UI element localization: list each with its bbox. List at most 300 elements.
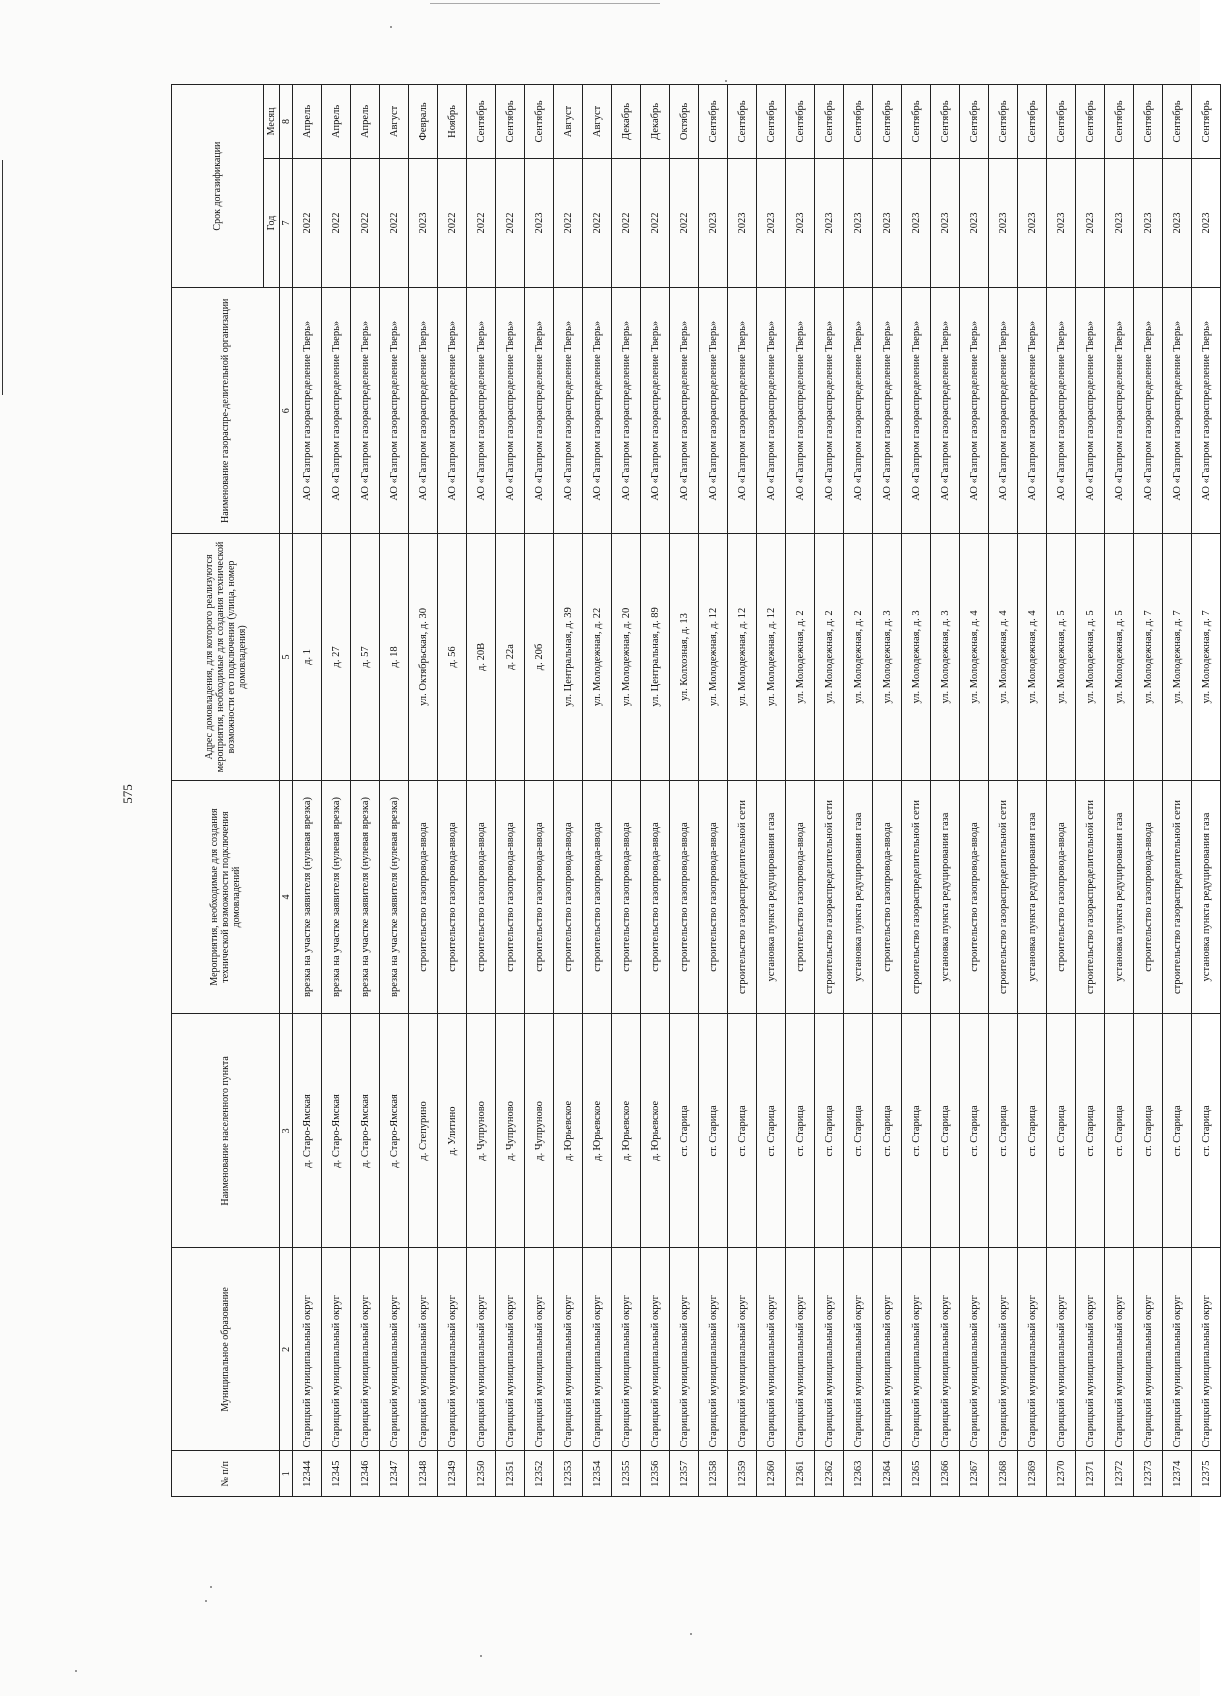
settlement-cell: ст. Старица bbox=[931, 1014, 960, 1248]
settlement-cell: д. Юрьевское bbox=[554, 1014, 583, 1248]
measure-cell: установка пункта редуцирования газа bbox=[1105, 780, 1134, 1014]
organization-cell: АО «Газпром газораспределение Тверь» bbox=[728, 288, 757, 534]
header-deadline: Срок догазификации bbox=[172, 85, 264, 288]
row-number: 12366 bbox=[931, 1451, 960, 1497]
year-cell: 2022 bbox=[670, 158, 699, 287]
row-number: 12374 bbox=[1163, 1451, 1192, 1497]
table-row bbox=[786, 85, 815, 1497]
address-cell: д. 18 bbox=[380, 534, 409, 780]
settlement-cell: ст. Старица bbox=[873, 1014, 902, 1248]
year-cell: 2022 bbox=[641, 158, 670, 287]
table-row bbox=[322, 85, 351, 1497]
row-number: 12353 bbox=[554, 1451, 583, 1497]
year-cell: 2023 bbox=[1105, 158, 1134, 287]
month-cell: Сентябрь bbox=[496, 85, 525, 159]
address-cell: ул. Молодежная, д. 3 bbox=[873, 534, 902, 780]
year-cell: 2023 bbox=[728, 158, 757, 287]
header-measures: Мероприятия, необходимые для создания технической возможности подключения домовладений bbox=[172, 780, 280, 1014]
year-cell: 2023 bbox=[902, 158, 931, 287]
measure-cell: строительство газопровода-ввода bbox=[699, 780, 728, 1014]
measure-cell: строительство газопровода-ввода bbox=[786, 780, 815, 1014]
organization-cell: АО «Газпром газораспределение Тверь» bbox=[409, 288, 438, 534]
month-cell: Сентябрь bbox=[1192, 85, 1221, 159]
organization-cell: АО «Газпром газораспределение Тверь» bbox=[902, 288, 931, 534]
settlement-cell: д. Степурино bbox=[409, 1014, 438, 1248]
settlement-cell: д. Старо-Ямская bbox=[351, 1014, 380, 1248]
organization-cell: АО «Газпром газораспределение Тверь» bbox=[989, 288, 1018, 534]
organization-cell: АО «Газпром газораспределение Тверь» bbox=[1076, 288, 1105, 534]
measure-cell: строительство газораспределительной сети bbox=[728, 780, 757, 1014]
organization-cell: АО «Газпром газораспределение Тверь» bbox=[554, 288, 583, 534]
year-cell: 2022 bbox=[438, 158, 467, 287]
measure-cell: строительство газораспределительной сети bbox=[815, 780, 844, 1014]
month-cell: Сентябрь bbox=[525, 85, 554, 159]
table-row bbox=[989, 85, 1018, 1497]
year-cell: 2022 bbox=[322, 158, 351, 287]
settlement-cell: д. Старо-Ямская bbox=[380, 1014, 409, 1248]
header-address: Адрес домовладения, для которого реализуются мероприятия, необходимые для создания технической возможности его подключения (улица, номер домовладения) bbox=[172, 534, 280, 780]
table-row bbox=[351, 85, 380, 1497]
measure-cell: установка пункта редуцирования газа bbox=[931, 780, 960, 1014]
year-cell: 2023 bbox=[786, 158, 815, 287]
table-row bbox=[1076, 85, 1105, 1497]
measure-cell: строительство газопровода-ввода bbox=[525, 780, 554, 1014]
address-cell: д. 20В bbox=[467, 534, 496, 780]
municipality-cell: Старицкий муниципальный округ bbox=[873, 1248, 902, 1451]
municipality-cell: Старицкий муниципальный округ bbox=[322, 1248, 351, 1451]
address-cell: ул. Молодежная, д. 5 bbox=[1105, 534, 1134, 780]
address-cell: ул. Молодежная, д. 4 bbox=[960, 534, 989, 780]
table-row bbox=[641, 85, 670, 1497]
table-row bbox=[583, 85, 612, 1497]
address-cell: ул. Молодежная, д. 3 bbox=[902, 534, 931, 780]
organization-cell: АО «Газпром газораспределение Тверь» bbox=[380, 288, 409, 534]
column-numbers-row bbox=[280, 85, 293, 1497]
year-cell: 2023 bbox=[989, 158, 1018, 287]
row-number: 12348 bbox=[409, 1451, 438, 1497]
measure-cell: строительство газораспределительной сети bbox=[1163, 780, 1192, 1014]
month-cell: Сентябрь bbox=[815, 85, 844, 159]
table-row bbox=[293, 85, 322, 1497]
row-number: 12368 bbox=[989, 1451, 1018, 1497]
settlement-cell: ст. Старица bbox=[815, 1014, 844, 1248]
month-cell: Сентябрь bbox=[989, 85, 1018, 159]
settlement-cell: д. Чупруново bbox=[525, 1014, 554, 1248]
municipality-cell: Старицкий муниципальный округ bbox=[728, 1248, 757, 1451]
settlement-cell: д. Улитино bbox=[438, 1014, 467, 1248]
measure-cell: строительство газопровода-ввода bbox=[873, 780, 902, 1014]
measure-cell: строительство газопровода-ввода bbox=[554, 780, 583, 1014]
month-cell: Сентябрь bbox=[1163, 85, 1192, 159]
municipality-cell: Старицкий муниципальный округ bbox=[960, 1248, 989, 1451]
organization-cell: АО «Газпром газораспределение Тверь» bbox=[1105, 288, 1134, 534]
col-number: 7 bbox=[280, 158, 293, 287]
table-row bbox=[525, 85, 554, 1497]
table-row bbox=[1105, 85, 1134, 1497]
organization-cell: АО «Газпром газораспределение Тверь» bbox=[960, 288, 989, 534]
municipality-cell: Старицкий муниципальный округ bbox=[525, 1248, 554, 1451]
row-number: 12360 bbox=[757, 1451, 786, 1497]
settlement-cell: д. Чупруново bbox=[496, 1014, 525, 1248]
month-cell: Сентябрь bbox=[960, 85, 989, 159]
organization-cell: АО «Газпром газораспределение Тверь» bbox=[525, 288, 554, 534]
address-cell: ул. Молодежная, д. 5 bbox=[1047, 534, 1076, 780]
table-row bbox=[438, 85, 467, 1497]
municipality-cell: Старицкий муниципальный округ bbox=[293, 1248, 322, 1451]
row-number: 12359 bbox=[728, 1451, 757, 1497]
table-row bbox=[1018, 85, 1047, 1497]
settlement-cell: ст. Старица bbox=[1047, 1014, 1076, 1248]
rotated-table-container bbox=[171, 84, 1212, 1497]
header-month: Месяц bbox=[264, 85, 280, 159]
settlement-cell: ст. Старица bbox=[902, 1014, 931, 1248]
year-cell: 2023 bbox=[1047, 158, 1076, 287]
measure-cell: установка пункта редуцирования газа bbox=[757, 780, 786, 1014]
header-number: № п/п bbox=[172, 1451, 280, 1497]
table-row bbox=[554, 85, 583, 1497]
measure-cell: установка пункта редуцирования газа bbox=[844, 780, 873, 1014]
scan-margin-line bbox=[2, 160, 3, 395]
address-cell: ул. Молодежная, д. 12 bbox=[699, 534, 728, 780]
address-cell: ул. Центральная, д. 89 bbox=[641, 534, 670, 780]
month-cell: Сентябрь bbox=[699, 85, 728, 159]
municipality-cell: Старицкий муниципальный округ bbox=[989, 1248, 1018, 1451]
month-cell: Октябрь bbox=[670, 85, 699, 159]
header-organization: Наименование газораспре-делительной организации bbox=[172, 288, 280, 534]
address-cell: д. 56 bbox=[438, 534, 467, 780]
row-number: 12347 bbox=[380, 1451, 409, 1497]
measure-cell: установка пункта редуцирования газа bbox=[1018, 780, 1047, 1014]
year-cell: 2023 bbox=[815, 158, 844, 287]
address-cell: ул. Молодежная, д. 22 bbox=[583, 534, 612, 780]
municipality-cell: Старицкий муниципальный округ bbox=[1076, 1248, 1105, 1451]
municipality-cell: Старицкий муниципальный округ bbox=[902, 1248, 931, 1451]
row-number: 12375 bbox=[1192, 1451, 1221, 1497]
month-cell: Сентябрь bbox=[1047, 85, 1076, 159]
organization-cell: АО «Газпром газораспределение Тверь» bbox=[583, 288, 612, 534]
settlement-cell: ст. Старица bbox=[1134, 1014, 1163, 1248]
organization-cell: АО «Газпром газораспределение Тверь» bbox=[757, 288, 786, 534]
address-cell: ул. Молодежная, д. 7 bbox=[1134, 534, 1163, 780]
row-number: 12362 bbox=[815, 1451, 844, 1497]
municipality-cell: Старицкий муниципальный округ bbox=[496, 1248, 525, 1451]
row-number: 12345 bbox=[322, 1451, 351, 1497]
organization-cell: АО «Газпром газораспределение Тверь» bbox=[1047, 288, 1076, 534]
month-cell: Апрель bbox=[322, 85, 351, 159]
address-cell: ул. Молодежная, д. 4 bbox=[989, 534, 1018, 780]
municipality-cell: Старицкий муниципальный округ bbox=[1163, 1248, 1192, 1451]
header-settlement: Наименование населенного пункта bbox=[172, 1014, 280, 1248]
municipality-cell: Старицкий муниципальный округ bbox=[554, 1248, 583, 1451]
address-cell: ул. Молодежная, д. 3 bbox=[931, 534, 960, 780]
address-cell: ул. Молодежная, д. 2 bbox=[844, 534, 873, 780]
row-number: 12355 bbox=[612, 1451, 641, 1497]
measure-cell: строительство газопровода-ввода bbox=[1047, 780, 1076, 1014]
address-cell: ул. Молодежная, д. 7 bbox=[1192, 534, 1221, 780]
row-number: 12357 bbox=[670, 1451, 699, 1497]
organization-cell: АО «Газпром газораспределение Тверь» bbox=[1163, 288, 1192, 534]
col-number: 3 bbox=[280, 1014, 293, 1248]
row-number: 12352 bbox=[525, 1451, 554, 1497]
organization-cell: АО «Газпром газораспределение Тверь» bbox=[612, 288, 641, 534]
month-cell: Сентябрь bbox=[931, 85, 960, 159]
municipality-cell: Старицкий муниципальный округ bbox=[612, 1248, 641, 1451]
address-cell: д. 1 bbox=[293, 534, 322, 780]
organization-cell: АО «Газпром газораспределение Тверь» bbox=[699, 288, 728, 534]
organization-cell: АО «Газпром газораспределение Тверь» bbox=[786, 288, 815, 534]
organization-cell: АО «Газпром газораспределение Тверь» bbox=[1134, 288, 1163, 534]
measure-cell: установка пункта редуцирования газа bbox=[1192, 780, 1221, 1014]
year-cell: 2023 bbox=[960, 158, 989, 287]
organization-cell: АО «Газпром газораспределение Тверь» bbox=[467, 288, 496, 534]
settlement-cell: д. Чупруново bbox=[467, 1014, 496, 1248]
row-number: 12367 bbox=[960, 1451, 989, 1497]
measure-cell: строительство газопровода-ввода bbox=[612, 780, 641, 1014]
organization-cell: АО «Газпром газораспределение Тверь» bbox=[1192, 288, 1221, 534]
row-number: 12344 bbox=[293, 1451, 322, 1497]
measure-cell: врезка на участке заявителя (нулевая врезка) bbox=[293, 780, 322, 1014]
row-number: 12354 bbox=[583, 1451, 612, 1497]
row-number: 12350 bbox=[467, 1451, 496, 1497]
municipality-cell: Старицкий муниципальный округ bbox=[1134, 1248, 1163, 1451]
table-row bbox=[931, 85, 960, 1497]
table-row bbox=[699, 85, 728, 1497]
municipality-cell: Старицкий муниципальный округ bbox=[641, 1248, 670, 1451]
year-cell: 2023 bbox=[525, 158, 554, 287]
organization-cell: АО «Газпром газораспределение Тверь» bbox=[496, 288, 525, 534]
measure-cell: строительство газораспределительной сети bbox=[902, 780, 931, 1014]
municipality-cell: Старицкий муниципальный округ bbox=[351, 1248, 380, 1451]
year-cell: 2022 bbox=[612, 158, 641, 287]
month-cell: Сентябрь bbox=[728, 85, 757, 159]
table-row bbox=[902, 85, 931, 1497]
municipality-cell: Старицкий муниципальный округ bbox=[1192, 1248, 1221, 1451]
table-row bbox=[757, 85, 786, 1497]
municipality-cell: Старицкий муниципальный округ bbox=[467, 1248, 496, 1451]
municipality-cell: Старицкий муниципальный округ bbox=[1105, 1248, 1134, 1451]
measure-cell: строительство газопровода-ввода bbox=[496, 780, 525, 1014]
address-cell: ул. Молодежная, д. 2 bbox=[786, 534, 815, 780]
year-cell: 2022 bbox=[351, 158, 380, 287]
header-year: Год bbox=[264, 158, 280, 287]
month-cell: Сентябрь bbox=[467, 85, 496, 159]
measure-cell: строительство газопровода-ввода bbox=[670, 780, 699, 1014]
col-number: 6 bbox=[280, 288, 293, 534]
settlement-cell: ст. Старица bbox=[1105, 1014, 1134, 1248]
address-cell: ул. Молодежная, д. 20 bbox=[612, 534, 641, 780]
table-row bbox=[844, 85, 873, 1497]
settlement-cell: ст. Старица bbox=[670, 1014, 699, 1248]
month-cell: Сентябрь bbox=[786, 85, 815, 159]
row-number: 12356 bbox=[641, 1451, 670, 1497]
measure-cell: строительство газопровода-ввода bbox=[641, 780, 670, 1014]
header-municipality: Муниципальное образование bbox=[172, 1248, 280, 1451]
table-row bbox=[380, 85, 409, 1497]
measure-cell: врезка на участке заявителя (нулевая врезка) bbox=[322, 780, 351, 1014]
organization-cell: АО «Газпром газораспределение Тверь» bbox=[670, 288, 699, 534]
settlement-cell: ст. Старица bbox=[699, 1014, 728, 1248]
month-cell: Август bbox=[583, 85, 612, 159]
row-number: 12346 bbox=[351, 1451, 380, 1497]
municipality-cell: Старицкий муниципальный округ bbox=[699, 1248, 728, 1451]
col-number: 1 bbox=[280, 1451, 293, 1497]
table-row bbox=[873, 85, 902, 1497]
settlement-cell: ст. Старица bbox=[786, 1014, 815, 1248]
measure-cell: строительство газопровода-ввода bbox=[1134, 780, 1163, 1014]
organization-cell: АО «Газпром газораспределение Тверь» bbox=[351, 288, 380, 534]
row-number: 12373 bbox=[1134, 1451, 1163, 1497]
table-body bbox=[293, 85, 1221, 1497]
year-cell: 2022 bbox=[293, 158, 322, 287]
municipality-cell: Старицкий муниципальный округ bbox=[670, 1248, 699, 1451]
month-cell: Сентябрь bbox=[1134, 85, 1163, 159]
year-cell: 2022 bbox=[554, 158, 583, 287]
month-cell: Сентябрь bbox=[757, 85, 786, 159]
year-cell: 2023 bbox=[1163, 158, 1192, 287]
municipality-cell: Старицкий муниципальный округ bbox=[815, 1248, 844, 1451]
scan-edge-line bbox=[430, 3, 660, 4]
organization-cell: АО «Газпром газораспределение Тверь» bbox=[438, 288, 467, 534]
month-cell: Сентябрь bbox=[1018, 85, 1047, 159]
organization-cell: АО «Газпром газораспределение Тверь» bbox=[1018, 288, 1047, 534]
year-cell: 2023 bbox=[757, 158, 786, 287]
month-cell: Сентябрь bbox=[844, 85, 873, 159]
address-cell: д. 22а bbox=[496, 534, 525, 780]
settlement-cell: ст. Старица bbox=[757, 1014, 786, 1248]
settlement-cell: ст. Старица bbox=[844, 1014, 873, 1248]
organization-cell: АО «Газпром газораспределение Тверь» bbox=[844, 288, 873, 534]
settlement-cell: ст. Старица bbox=[728, 1014, 757, 1248]
address-cell: ул. Колхозная, д. 13 bbox=[670, 534, 699, 780]
year-cell: 2022 bbox=[496, 158, 525, 287]
address-cell: ул. Октябрьская, д. 30 bbox=[409, 534, 438, 780]
table-row bbox=[409, 85, 438, 1497]
municipality-cell: Старицкий муниципальный округ bbox=[380, 1248, 409, 1451]
row-number: 12370 bbox=[1047, 1451, 1076, 1497]
month-cell: Август bbox=[380, 85, 409, 159]
measure-cell: строительство газораспределительной сети bbox=[1076, 780, 1105, 1014]
col-number: 2 bbox=[280, 1248, 293, 1451]
month-cell: Сентябрь bbox=[902, 85, 931, 159]
settlement-cell: д. Юрьевское bbox=[612, 1014, 641, 1248]
month-cell: Декабрь bbox=[612, 85, 641, 159]
table-row bbox=[1163, 85, 1192, 1497]
row-number: 12349 bbox=[438, 1451, 467, 1497]
settlement-cell: д. Старо-Ямская bbox=[322, 1014, 351, 1248]
year-cell: 2023 bbox=[1018, 158, 1047, 287]
address-cell: ул. Молодежная, д. 12 bbox=[757, 534, 786, 780]
year-cell: 2023 bbox=[873, 158, 902, 287]
settlement-cell: ст. Старица bbox=[1018, 1014, 1047, 1248]
municipality-cell: Старицкий муниципальный округ bbox=[1018, 1248, 1047, 1451]
row-number: 12358 bbox=[699, 1451, 728, 1497]
month-cell: Сентябрь bbox=[873, 85, 902, 159]
settlement-cell: д. Старо-Ямская bbox=[293, 1014, 322, 1248]
municipality-cell: Старицкий муниципальный округ bbox=[844, 1248, 873, 1451]
settlement-cell: ст. Старица bbox=[1192, 1014, 1221, 1248]
year-cell: 2022 bbox=[467, 158, 496, 287]
municipality-cell: Старицкий муниципальный округ bbox=[583, 1248, 612, 1451]
month-cell: Декабрь bbox=[641, 85, 670, 159]
measure-cell: строительство газопровода-ввода bbox=[409, 780, 438, 1014]
address-cell: д. 20б bbox=[525, 534, 554, 780]
settlement-cell: ст. Старица bbox=[1163, 1014, 1192, 1248]
measure-cell: строительство газопровода-ввода bbox=[467, 780, 496, 1014]
municipality-cell: Старицкий муниципальный округ bbox=[931, 1248, 960, 1451]
row-number: 12372 bbox=[1105, 1451, 1134, 1497]
municipality-cell: Старицкий муниципальный округ bbox=[757, 1248, 786, 1451]
organization-cell: АО «Газпром газораспределение Тверь» bbox=[322, 288, 351, 534]
table-row bbox=[815, 85, 844, 1497]
table-row bbox=[960, 85, 989, 1497]
organization-cell: АО «Газпром газораспределение Тверь» bbox=[873, 288, 902, 534]
month-cell: Апрель bbox=[293, 85, 322, 159]
measure-cell: врезка на участке заявителя (нулевая врезка) bbox=[351, 780, 380, 1014]
year-cell: 2022 bbox=[583, 158, 612, 287]
settlement-cell: д. Юрьевское bbox=[641, 1014, 670, 1248]
measure-cell: строительство газораспределительной сети bbox=[989, 780, 1018, 1014]
col-number: 5 bbox=[280, 534, 293, 780]
table-row bbox=[1047, 85, 1076, 1497]
month-cell: Апрель bbox=[351, 85, 380, 159]
measure-cell: строительство газопровода-ввода bbox=[960, 780, 989, 1014]
organization-cell: АО «Газпром газораспределение Тверь» bbox=[293, 288, 322, 534]
row-number: 12361 bbox=[786, 1451, 815, 1497]
row-number: 12364 bbox=[873, 1451, 902, 1497]
organization-cell: АО «Газпром газораспределение Тверь» bbox=[815, 288, 844, 534]
year-cell: 2023 bbox=[1134, 158, 1163, 287]
table-row bbox=[728, 85, 757, 1497]
measure-cell: врезка на участке заявителя (нулевая врезка) bbox=[380, 780, 409, 1014]
organization-cell: АО «Газпром газораспределение Тверь» bbox=[641, 288, 670, 534]
measure-cell: строительство газопровода-ввода bbox=[583, 780, 612, 1014]
address-cell: ул. Молодежная, д. 7 bbox=[1163, 534, 1192, 780]
settlement-cell: д. Юрьевское bbox=[583, 1014, 612, 1248]
year-cell: 2023 bbox=[931, 158, 960, 287]
table-row bbox=[1134, 85, 1163, 1497]
address-cell: ул. Молодежная, д. 4 bbox=[1018, 534, 1047, 780]
year-cell: 2023 bbox=[699, 158, 728, 287]
month-cell: Сентябрь bbox=[1076, 85, 1105, 159]
year-cell: 2023 bbox=[1076, 158, 1105, 287]
table-row bbox=[467, 85, 496, 1497]
row-number: 12363 bbox=[844, 1451, 873, 1497]
month-cell: Август bbox=[554, 85, 583, 159]
col-number: 4 bbox=[280, 780, 293, 1014]
address-cell: д. 27 bbox=[322, 534, 351, 780]
municipality-cell: Старицкий муниципальный округ bbox=[438, 1248, 467, 1451]
year-cell: 2023 bbox=[1192, 158, 1221, 287]
year-cell: 2023 bbox=[844, 158, 873, 287]
page-number: 575 bbox=[120, 784, 135, 804]
year-cell: 2022 bbox=[380, 158, 409, 287]
address-cell: ул. Центральная, д. 39 bbox=[554, 534, 583, 780]
row-number: 12351 bbox=[496, 1451, 525, 1497]
month-cell: Сентябрь bbox=[1105, 85, 1134, 159]
row-number: 12371 bbox=[1076, 1451, 1105, 1497]
municipality-cell: Старицкий муниципальный округ bbox=[409, 1248, 438, 1451]
settlement-cell: ст. Старица bbox=[960, 1014, 989, 1248]
table-row bbox=[670, 85, 699, 1497]
settlement-cell: ст. Старица bbox=[1076, 1014, 1105, 1248]
municipality-cell: Старицкий муниципальный округ bbox=[1047, 1248, 1076, 1451]
row-number: 12365 bbox=[902, 1451, 931, 1497]
col-number: 8 bbox=[280, 85, 293, 159]
measure-cell: строительство газопровода-ввода bbox=[438, 780, 467, 1014]
year-cell: 2023 bbox=[409, 158, 438, 287]
month-cell: Февраль bbox=[409, 85, 438, 159]
row-number: 12369 bbox=[1018, 1451, 1047, 1497]
